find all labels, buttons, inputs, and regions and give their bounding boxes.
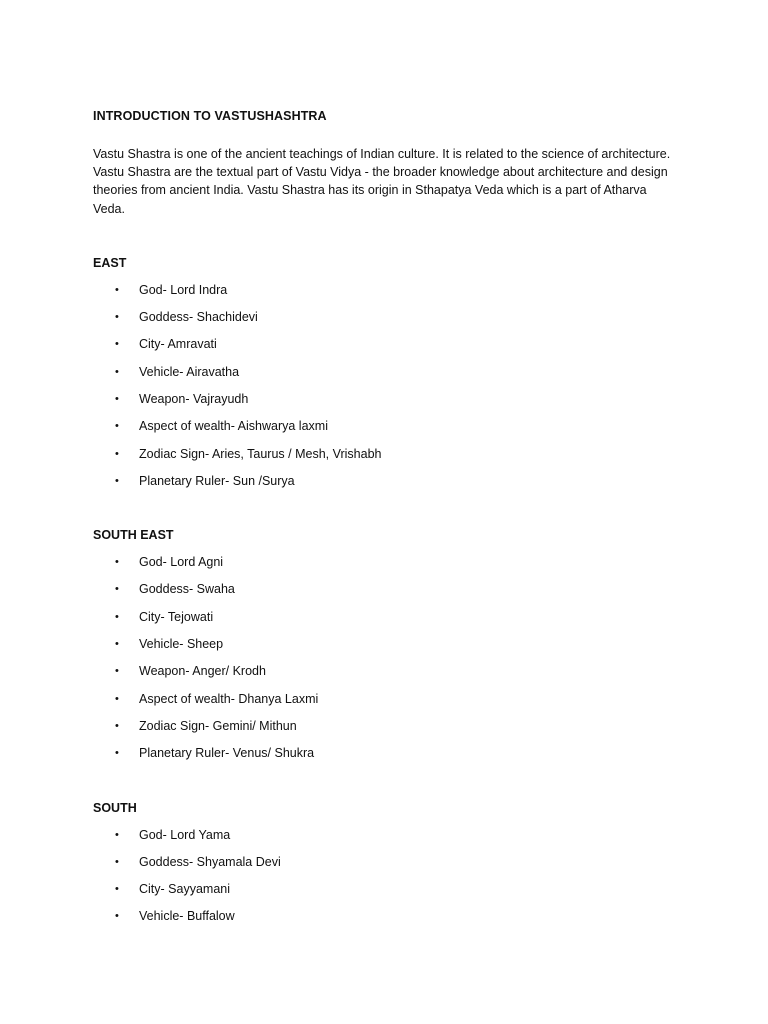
bullet-icon: • (115, 610, 119, 623)
bullet-icon: • (115, 638, 119, 651)
list-item-text: God- Lord Indra (139, 282, 228, 297)
bullet-icon: • (115, 855, 119, 868)
section-spacer (93, 499, 688, 526)
list-item-text: Planetary Ruler- Sun /Surya (139, 473, 295, 488)
list-item (93, 880, 688, 898)
list-item-text: Aspect of wealth- Dhanya Laxmi (139, 691, 319, 706)
list-item (93, 417, 688, 435)
section-spacer (93, 772, 688, 799)
list-item (93, 744, 688, 762)
list-item (93, 553, 688, 571)
list-item-text: Zodiac Sign- Aries, Taurus / Mesh, Vrishabh (139, 446, 382, 461)
list-item (93, 335, 688, 353)
list-item-text: Goddess- Shachidevi (139, 310, 258, 325)
bullet-icon: • (115, 420, 119, 433)
bullet-icon: • (115, 474, 119, 487)
bullet-icon: • (115, 910, 119, 923)
bullet-icon: • (115, 665, 119, 678)
list-item (93, 608, 688, 626)
bullet-list (93, 553, 688, 762)
list-item-text: Zodiac Sign- Gemini/ Mithun (139, 718, 297, 733)
bullet-icon: • (115, 283, 119, 296)
list-item-text: God- Lord Yama (139, 827, 231, 842)
bullet-icon: • (115, 311, 119, 324)
list-item (93, 308, 688, 326)
list-item (93, 472, 688, 490)
sections-container (93, 254, 688, 926)
bullet-list (93, 281, 688, 490)
list-item (93, 690, 688, 708)
bullet-icon: • (115, 883, 119, 896)
list-item (93, 717, 688, 735)
list-item-text: City- Tejowati (139, 609, 214, 624)
document-title: INTRODUCTION TO VASTUSHASHTRA (93, 109, 327, 123)
list-item (93, 445, 688, 463)
list-item-text: Weapon- Vajrayudh (139, 392, 249, 406)
bullet-icon: • (115, 393, 119, 405)
list-item-text: Goddess- Swaha (139, 582, 235, 597)
list-item-text: Vehicle- Buffalow (139, 909, 235, 924)
list-item (93, 853, 688, 871)
list-item (93, 580, 688, 598)
bullet-icon: • (115, 583, 119, 596)
bullet-icon: • (115, 365, 119, 378)
section-heading: SOUTH EAST (93, 528, 174, 543)
list-item (93, 363, 688, 381)
list-item (93, 281, 688, 299)
bullet-icon: • (115, 828, 119, 841)
list-item-text: Vehicle- Sheep (139, 637, 224, 652)
section-heading: EAST (93, 255, 127, 270)
list-item-text: Aspect of wealth- Aishwarya laxmi (139, 419, 328, 434)
bullet-list (93, 826, 688, 926)
section-south-east (93, 526, 688, 798)
list-item (93, 390, 688, 408)
list-item (93, 826, 688, 844)
list-item-text: City- Sayyamani (139, 882, 230, 897)
list-item-text: Weapon- Anger/ Krodh (139, 664, 266, 679)
section-south (93, 799, 688, 926)
bullet-icon: • (115, 447, 119, 460)
bullet-icon: • (115, 338, 119, 351)
list-item-text: Vehicle- Airavatha (139, 364, 240, 379)
bullet-icon: • (115, 719, 119, 732)
section-heading: SOUTH (93, 800, 137, 815)
list-item-text: God- Lord Agni (139, 555, 224, 570)
list-item (93, 907, 688, 925)
intro-paragraph: Vastu Shastra is one of the ancient teachings of Indian culture. It is related to the science of architecture. Vastu Shastra are the textual part of Vastu Vidya - the broader knowledge about architecture and design theories from ancient India. Vastu Shastra has its origin in Sthapatya Veda which is a part of Atharva Veda. (93, 147, 671, 216)
bullet-icon: • (115, 556, 119, 569)
section-east (93, 254, 688, 526)
bullet-icon: • (115, 692, 119, 705)
list-item (93, 635, 688, 653)
list-item (93, 662, 688, 680)
list-item-text: Goddess- Shyamala Devi (139, 854, 281, 869)
bullet-icon: • (115, 747, 119, 760)
list-item-text: Planetary Ruler- Venus/ Shukra (139, 746, 315, 761)
list-item-text: City- Amravati (139, 337, 217, 352)
